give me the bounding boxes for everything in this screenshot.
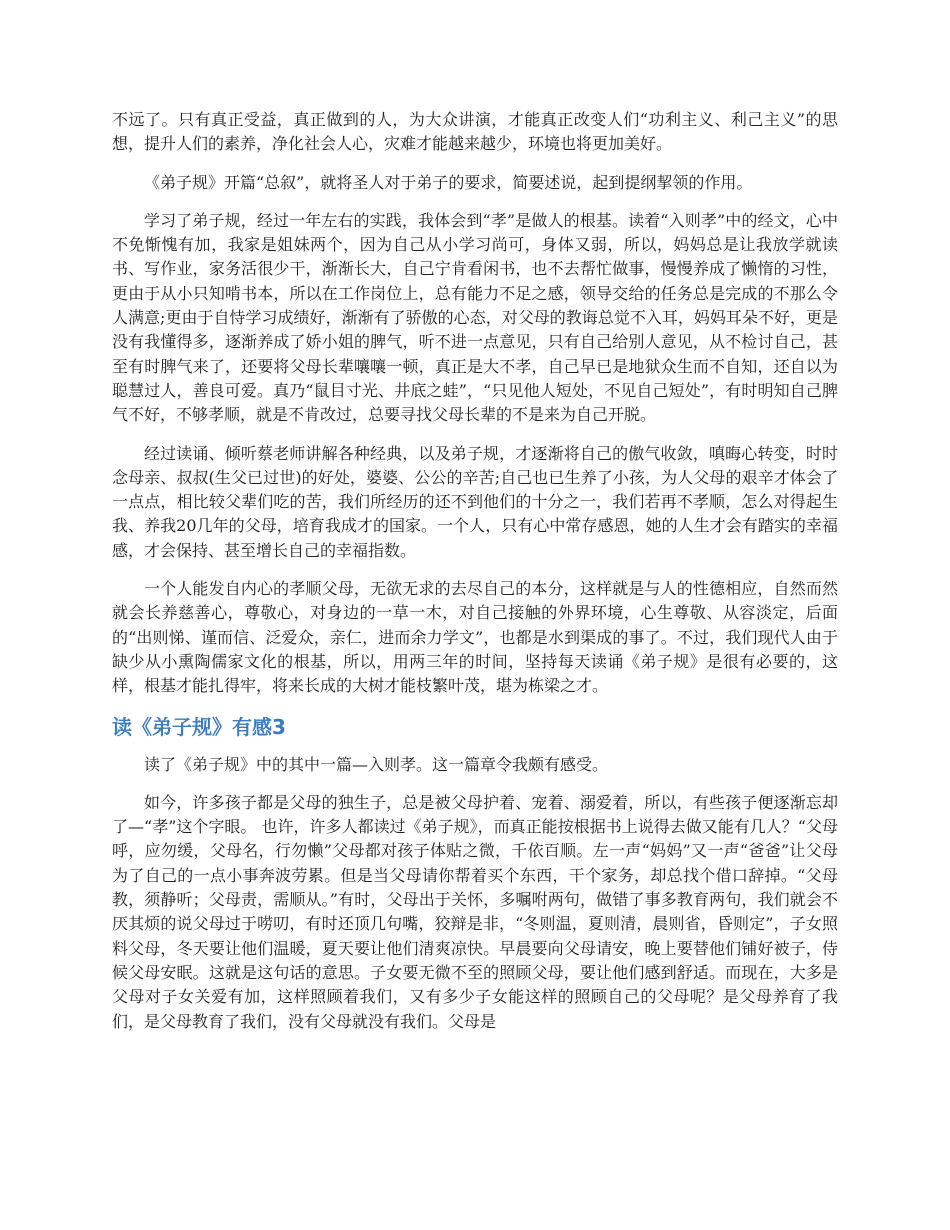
body-paragraph: 读了《弟子规》中的其中一篇—入则孝。这一篇章令我颇有感受。	[144, 754, 609, 774]
body-paragraph: 经过读诵、倾听蔡老师讲解各种经典，以及弟子规，才逐渐将自己的傲气收敛，嗔晦心转变，时时念母亲、叔叔(生父已过世)的好处，婆婆、公公的辛苦;自己也已生养了小孩，为人父母的艰辛才体会了一点点，相比较父辈们吃的苦，我们所经历的还不到他们的十分之一，我们若再不孝顺，怎么对得起生我、养我20几年的父母，培育我成才的国家。一个人，只有心中常存感恩，她的人生才会有踏实的幸福感，才会保持、甚至增长自己的幸福指数。	[112, 443, 838, 560]
body-paragraph: 一个人能发自内心的孝顺父母，无欲无求的去尽自己的本分，这样就是与人的性德相应，自然而然就会长养慈善心，尊敬心，对身边的一草一木，对自己接触的外界环境，心生尊敬、从容淡定，后面的“出则悌、谨而信、泛爱众，亲仁，进而余力学文”，也都是水到渠成的事了。不过，我们现代人由于缺少从小熏陶儒家文化的根基，所以，用两三年的时间，坚持每天读诵《弟子规》是很有必要的，这样，根基才能扎得牢，将来长成的大树才能枝繁叶茂，堪为栋梁之才。	[112, 579, 838, 696]
document-page	[112, 108, 838, 1048]
body-paragraph: 如今，许多孩子都是父母的独生子，总是被父母护着、宠着、溺爱着，所以，有些孩子便逐渐忘却了—“孝”这个字眼。 也许，许多人都读过《弟子规》，而真正能按根据书上说得去做又能有几人？“父母呼，应勿缓，父母名，行勿懒”父母都对孩子体贴之微，千依百顺。左一声“妈妈”又一声“爸爸”让父母为了自己的一点小事奔波劳累。但是当父母请你帮着买个东西，干个家务，却总找个借口辞掉。“父母教，须静听；父母责，需顺从。”有时，父母出于关怀，多嘱咐两句，做错了事多教育两句，我们就会不厌其烦的说父母过于唠叨，有时还顶几句嘴，狡辩是非，“冬则温，夏则清，晨则省，昏则定”，子女照料父母，冬天要让他们温暖，夏天要让他们清爽凉快。早晨要向父母请安，晚上要替他们铺好被子，侍候父母安眠。这就是这句话的意思。子女要无微不至的照顾父母，要让他们感到舒适。而现在，大多是父母对子女关爱有加，这样照顾着我们，又有多少子女能这样的照顾自己的父母呢？是父母养育了我们，是父母教育了我们，没有父母就没有我们。父母是	[112, 792, 838, 1031]
section-heading: 读《弟子规》有感3	[112, 714, 286, 739]
body-paragraph: 《弟子规》开篇“总叙”，就将圣人对于弟子的要求，简要述说，起到提纲挈领的作用。	[144, 172, 753, 192]
body-paragraph: 学习了弟子规，经过一年左右的实践，我体会到“孝”是做人的根基。读着“入则孝”中的经文，心中不免惭愧有加，我家是姐妹两个，因为自己从小学习尚可，身体又弱，所以，妈妈总是让我放学就读书、写作业，家务活很少干，渐渐长大，自己宁肯看闲书，也不去帮忙做事，慢慢养成了懒惰的习性，更由于从小只知啃书本，所以在工作岗位上，总有能力不足之感，领导交给的任务总是完成的不那么令人满意;更由于自恃学习成绩好，渐渐有了骄傲的心态，对父母的教诲总觉不入耳，妈妈耳朵不好，更是没有我懂得多，逐渐养成了娇小姐的脾气，听不进一点意见，只有自己给别人意见，从不检讨自己，甚至有时脾气来了，还要将父母长辈嚷嚷一顿，真正是大不孝，自己早已是地狱众生而不自知，还自以为聪慧过人，善良可爱。真乃“鼠目寸光、井底之蛙”，“只见他人短处，不见自己短处”，有时明知自己脾气不好，不够孝顺，就是不肯改过，总要寻找父母长辈的不是来为自己开脱。	[112, 210, 838, 425]
body-paragraph: 不远了。只有真正受益，真正做到的人，为大众讲演，才能真正改变人们“功利主义、利己主义”的思想，提升人们的素养，净化社会人心，灾难才能越来越少，环境也将更加美好。	[112, 110, 838, 154]
